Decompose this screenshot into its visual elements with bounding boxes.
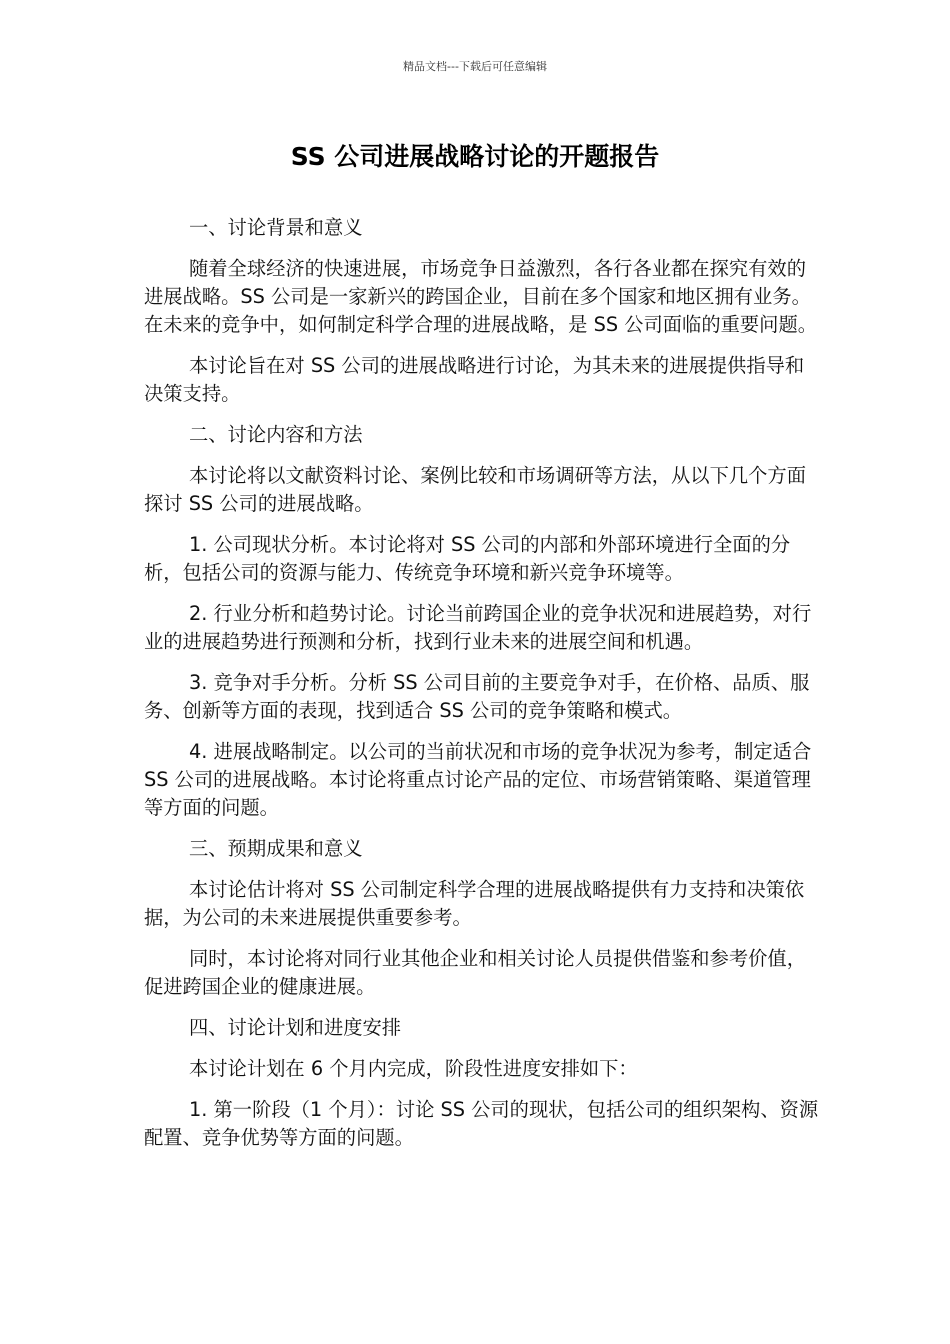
- paragraph: 本讨论旨在对 SS 公司的进展战略进行讨论，为其未来的进展提供指导和决策支持。: [144, 354, 805, 405]
- paragraph: 同时，本讨论将对同行业其他企业和相关讨论人员提供借鉴和参考价值，促进跨国企业的健康进展。: [144, 947, 806, 998]
- list-item: 2. 行业分析和趋势讨论。讨论当前跨国企业的竞争状况和进展趋势，对行业的进展趋势进行预测和分析，找到行业未来的进展空间和机遇。: [144, 602, 812, 653]
- section-heading-background: 一、讨论背景和意义: [189, 216, 363, 239]
- header-note: 精品文档---下载后可任意编辑: [403, 60, 547, 73]
- section-heading-expected-results: 三、预期成果和意义: [189, 837, 363, 860]
- paragraph: 本讨论估计将对 SS 公司制定科学合理的进展战略提供有力支持和决策依据，为公司的未来进展提供重要参考。: [144, 878, 805, 929]
- list-item: 3. 竞争对手分析。分析 SS 公司目前的主要竞争对手，在价格、品质、服务、创新等方面的表现，找到适合 SS 公司的竞争策略和模式。: [144, 671, 810, 722]
- list-item: 1. 公司现状分析。本讨论将对 SS 公司的内部和外部环境进行全面的分析，包括公司的资源与能力、传统竞争环境和新兴竞争环境等。: [144, 533, 791, 584]
- paragraph: 本讨论计划在 6 个月内完成，阶段性进度安排如下：: [189, 1057, 638, 1080]
- paragraph: 本讨论将以文献资料讨论、案例比较和市场调研等方法，从以下几个方面探讨 SS 公司的进展战略。: [144, 464, 806, 515]
- paragraph: 随着全球经济的快速进展，市场竞争日益激烈，各行各业都在探究有效的进展战略。SS 公司是一家新兴的跨国企业，目前在多个国家和地区拥有业务。在未来的竞争中，如何制定科学合理的进展战略，是 SS 公司面临的重要问题。: [144, 257, 818, 336]
- section-heading-content-methods: 二、讨论内容和方法: [189, 423, 363, 446]
- document-title: SS 公司进展战略讨论的开题报告: [290, 142, 660, 171]
- list-item: 4. 进展战略制定。以公司的当前状况和市场的竞争状况为参考，制定适合 SS 公司的进展战略。本讨论将重点讨论产品的定位、市场营销策略、渠道管理等方面的问题。: [144, 740, 812, 819]
- document-body: [144, 214, 820, 1165]
- section-heading-schedule: 四、讨论计划和进度安排: [189, 1016, 402, 1039]
- list-item: 1. 第一阶段（1 个月）：讨论 SS 公司的现状，包括公司的组织架构、资源配置、竞争优势等方面的问题。: [144, 1098, 819, 1149]
